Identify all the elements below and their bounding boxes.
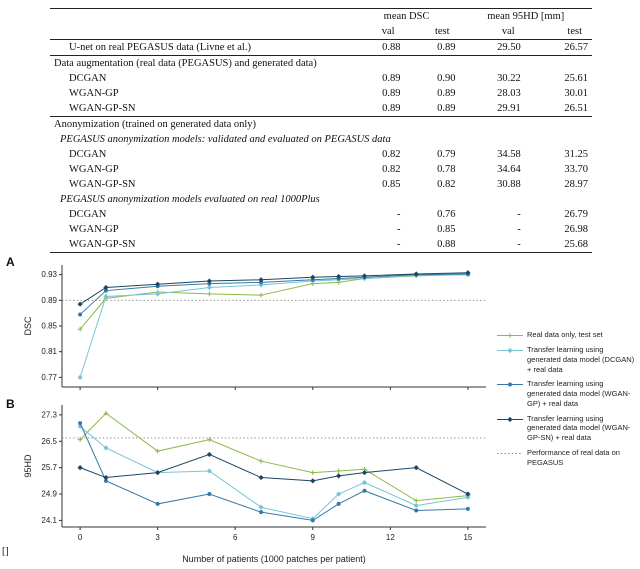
row-value: - — [517, 209, 521, 220]
row-value: 28.03 — [497, 88, 521, 99]
series-line — [80, 454, 468, 494]
row-value: 25.68 — [564, 239, 588, 250]
data-marker — [207, 285, 212, 290]
row-label: PEGASUS anonymization models evaluated on real 1000Plus — [60, 194, 320, 205]
legend-item-label: Performance of real data on PEGASUS — [527, 447, 620, 467]
row-label: WGAN-GP-SN — [69, 179, 136, 190]
row-value: 26.57 — [525, 40, 592, 56]
table-row — [50, 222, 592, 237]
empty-header-cell — [50, 24, 354, 40]
data-marker — [78, 312, 82, 316]
table-header-groups — [50, 9, 592, 25]
row-value: - — [397, 209, 401, 220]
col-header-95hd-test: test — [567, 26, 582, 37]
row-value: - — [517, 239, 521, 250]
row-value: 0.89 — [382, 103, 401, 114]
y-tick-label: 0.89 — [41, 295, 57, 305]
row-value: 29.91 — [497, 103, 521, 114]
row-value: 34.64 — [497, 164, 521, 175]
data-marker — [103, 285, 108, 290]
series-line — [80, 413, 468, 500]
table-row — [50, 147, 592, 162]
data-marker — [310, 478, 315, 483]
row-value: 0.90 — [437, 73, 456, 84]
y-tick-label: 26.5 — [41, 436, 57, 446]
y-tick-label: 0.85 — [41, 321, 57, 331]
table-row — [50, 237, 592, 253]
data-marker — [414, 509, 418, 513]
row-label: WGAN-GP-SN — [69, 239, 136, 250]
y-tick-label: 0.81 — [41, 347, 57, 357]
x-tick-label: 0 — [77, 533, 83, 542]
results-table — [50, 8, 592, 253]
row-value: 30.22 — [497, 73, 521, 84]
data-marker — [77, 465, 82, 470]
col-group-mean-dsc: mean DSC — [354, 9, 460, 25]
x-tick-label: 12 — [385, 533, 395, 542]
legend-swatch-icon — [496, 415, 524, 424]
legend-item — [496, 379, 636, 408]
x-axis-title: Number of patients (1000 patches per patient) — [182, 554, 366, 564]
panel-b-label: B — [6, 397, 15, 411]
x-tick-label: 6 — [232, 533, 238, 542]
row-label: U-net on real PEGASUS data (Livne et al.) — [50, 40, 354, 56]
row-label: DCGAN — [69, 73, 107, 84]
row-value: 0.85 — [382, 179, 401, 190]
row-value: 0.89 — [437, 88, 456, 99]
data-marker — [507, 348, 512, 353]
series-line — [80, 426, 468, 518]
legend-item — [496, 345, 636, 374]
y-tick-label: 0.77 — [41, 372, 57, 382]
row-value: 0.89 — [382, 88, 401, 99]
row-value: 34.58 — [497, 149, 521, 160]
y-tick-label: 24.9 — [41, 489, 57, 499]
data-marker — [258, 475, 263, 480]
row-value: 0.88 — [437, 239, 456, 250]
table-row — [50, 207, 592, 222]
legend-item — [496, 330, 636, 340]
row-label: WGAN-GP — [69, 88, 119, 99]
legend-swatch-icon — [496, 346, 524, 355]
table-row — [50, 56, 592, 72]
legend-item — [496, 414, 636, 443]
row-value: 0.82 — [382, 149, 401, 160]
row-value: 25.61 — [564, 73, 588, 84]
y-axis-title: 95HD — [23, 454, 33, 478]
data-marker — [362, 489, 366, 493]
col-header-95hd-val: val — [501, 26, 515, 37]
row-value: 0.76 — [437, 209, 456, 220]
caption-fragment: [] — [2, 546, 9, 557]
row-value: 0.82 — [382, 164, 401, 175]
row-value: 26.98 — [564, 224, 588, 235]
data-marker — [362, 480, 367, 485]
row-value: 26.51 — [564, 103, 588, 114]
row-value: 0.88 — [354, 40, 405, 56]
row-value: 28.97 — [564, 179, 588, 190]
row-value: 0.89 — [405, 40, 460, 56]
series-line — [80, 275, 468, 378]
row-value: 0.85 — [437, 224, 456, 235]
data-marker — [77, 375, 82, 380]
y-tick-label: 24.1 — [41, 515, 57, 525]
row-value: 26.79 — [564, 209, 588, 220]
x-tick-label: 9 — [310, 533, 316, 542]
data-marker — [207, 492, 211, 496]
row-value: - — [397, 224, 401, 235]
y-tick-label: 0.93 — [41, 270, 57, 280]
table-row — [50, 132, 592, 147]
data-marker — [155, 470, 160, 475]
row-value: 0.82 — [437, 179, 456, 190]
row-value: 30.01 — [564, 88, 588, 99]
row-value: 0.89 — [382, 73, 401, 84]
data-marker — [207, 452, 212, 457]
row-value: 33.70 — [564, 164, 588, 175]
series-line — [80, 275, 468, 330]
row-value: 29.50 — [460, 40, 525, 56]
table-row — [50, 86, 592, 101]
data-marker — [78, 421, 82, 425]
row-label: DCGAN — [69, 149, 107, 160]
row-value: 31.25 — [564, 149, 588, 160]
figure-legend — [496, 330, 636, 472]
row-value: 0.79 — [437, 149, 456, 160]
data-marker — [507, 416, 512, 421]
data-marker — [336, 473, 341, 478]
data-marker — [156, 502, 160, 506]
data-marker — [414, 503, 419, 508]
data-marker — [508, 383, 512, 387]
col-header-dsc-test: test — [434, 26, 450, 37]
table-row — [50, 71, 592, 86]
series-line — [80, 273, 468, 304]
y-tick-label: 25.7 — [41, 463, 57, 473]
row-value: 0.89 — [437, 103, 456, 114]
legend-swatch-icon — [496, 331, 524, 340]
row-label: Data augmentation (real data (PEGASUS) and generated data) — [50, 56, 592, 72]
legend-item-label: Transfer learning using generated data model (WGAN-GP) + real data — [527, 379, 631, 408]
row-label: Anonymization (trained on generated data only) — [50, 117, 592, 133]
panel-a-label: A — [6, 255, 15, 269]
data-marker — [259, 510, 263, 514]
table-body — [50, 40, 592, 253]
data-marker — [311, 518, 315, 522]
y-axis-title: DSC — [23, 316, 33, 336]
row-value: 30.88 — [497, 179, 521, 190]
legend-item-label: Real data only, test set — [527, 330, 603, 339]
data-marker — [466, 507, 470, 511]
table-row — [50, 40, 592, 56]
legend-item — [496, 448, 636, 468]
row-label: WGAN-GP — [69, 224, 119, 235]
col-group-mean-95hd: mean 95HD [mm] — [460, 9, 592, 25]
x-tick-label: 3 — [155, 533, 160, 542]
y-tick-label: 27.3 — [41, 410, 57, 420]
empty-header-cell — [50, 9, 354, 25]
row-label: DCGAN — [69, 209, 107, 220]
table-row — [50, 117, 592, 133]
95hd-chart — [20, 399, 498, 567]
x-tick-label: 15 — [463, 533, 473, 542]
table-row — [50, 162, 592, 177]
row-value: 0.78 — [437, 164, 456, 175]
data-marker — [414, 465, 419, 470]
legend-swatch-icon — [496, 380, 524, 389]
row-value: - — [517, 224, 521, 235]
col-header-dsc-val: val — [381, 26, 395, 37]
table-row — [50, 101, 592, 117]
legend-item-label: Transfer learning using generated data model (DCGAN) + real data — [527, 345, 635, 374]
table-row — [50, 192, 592, 207]
row-value: - — [397, 239, 401, 250]
legend-item-label: Transfer learning using generated data model (WGAN-GP-SN) + real data — [527, 413, 631, 442]
row-label: WGAN-GP-SN — [69, 103, 136, 114]
legend-swatch-icon — [496, 449, 524, 458]
table-row — [50, 177, 592, 192]
table-header-sub — [50, 24, 592, 40]
data-marker — [337, 502, 341, 506]
data-marker — [77, 302, 82, 307]
dsc-chart — [20, 257, 498, 397]
row-label: WGAN-GP — [69, 164, 119, 175]
row-label: PEGASUS anonymization models: validated and evaluated on PEGASUS data — [60, 134, 391, 145]
